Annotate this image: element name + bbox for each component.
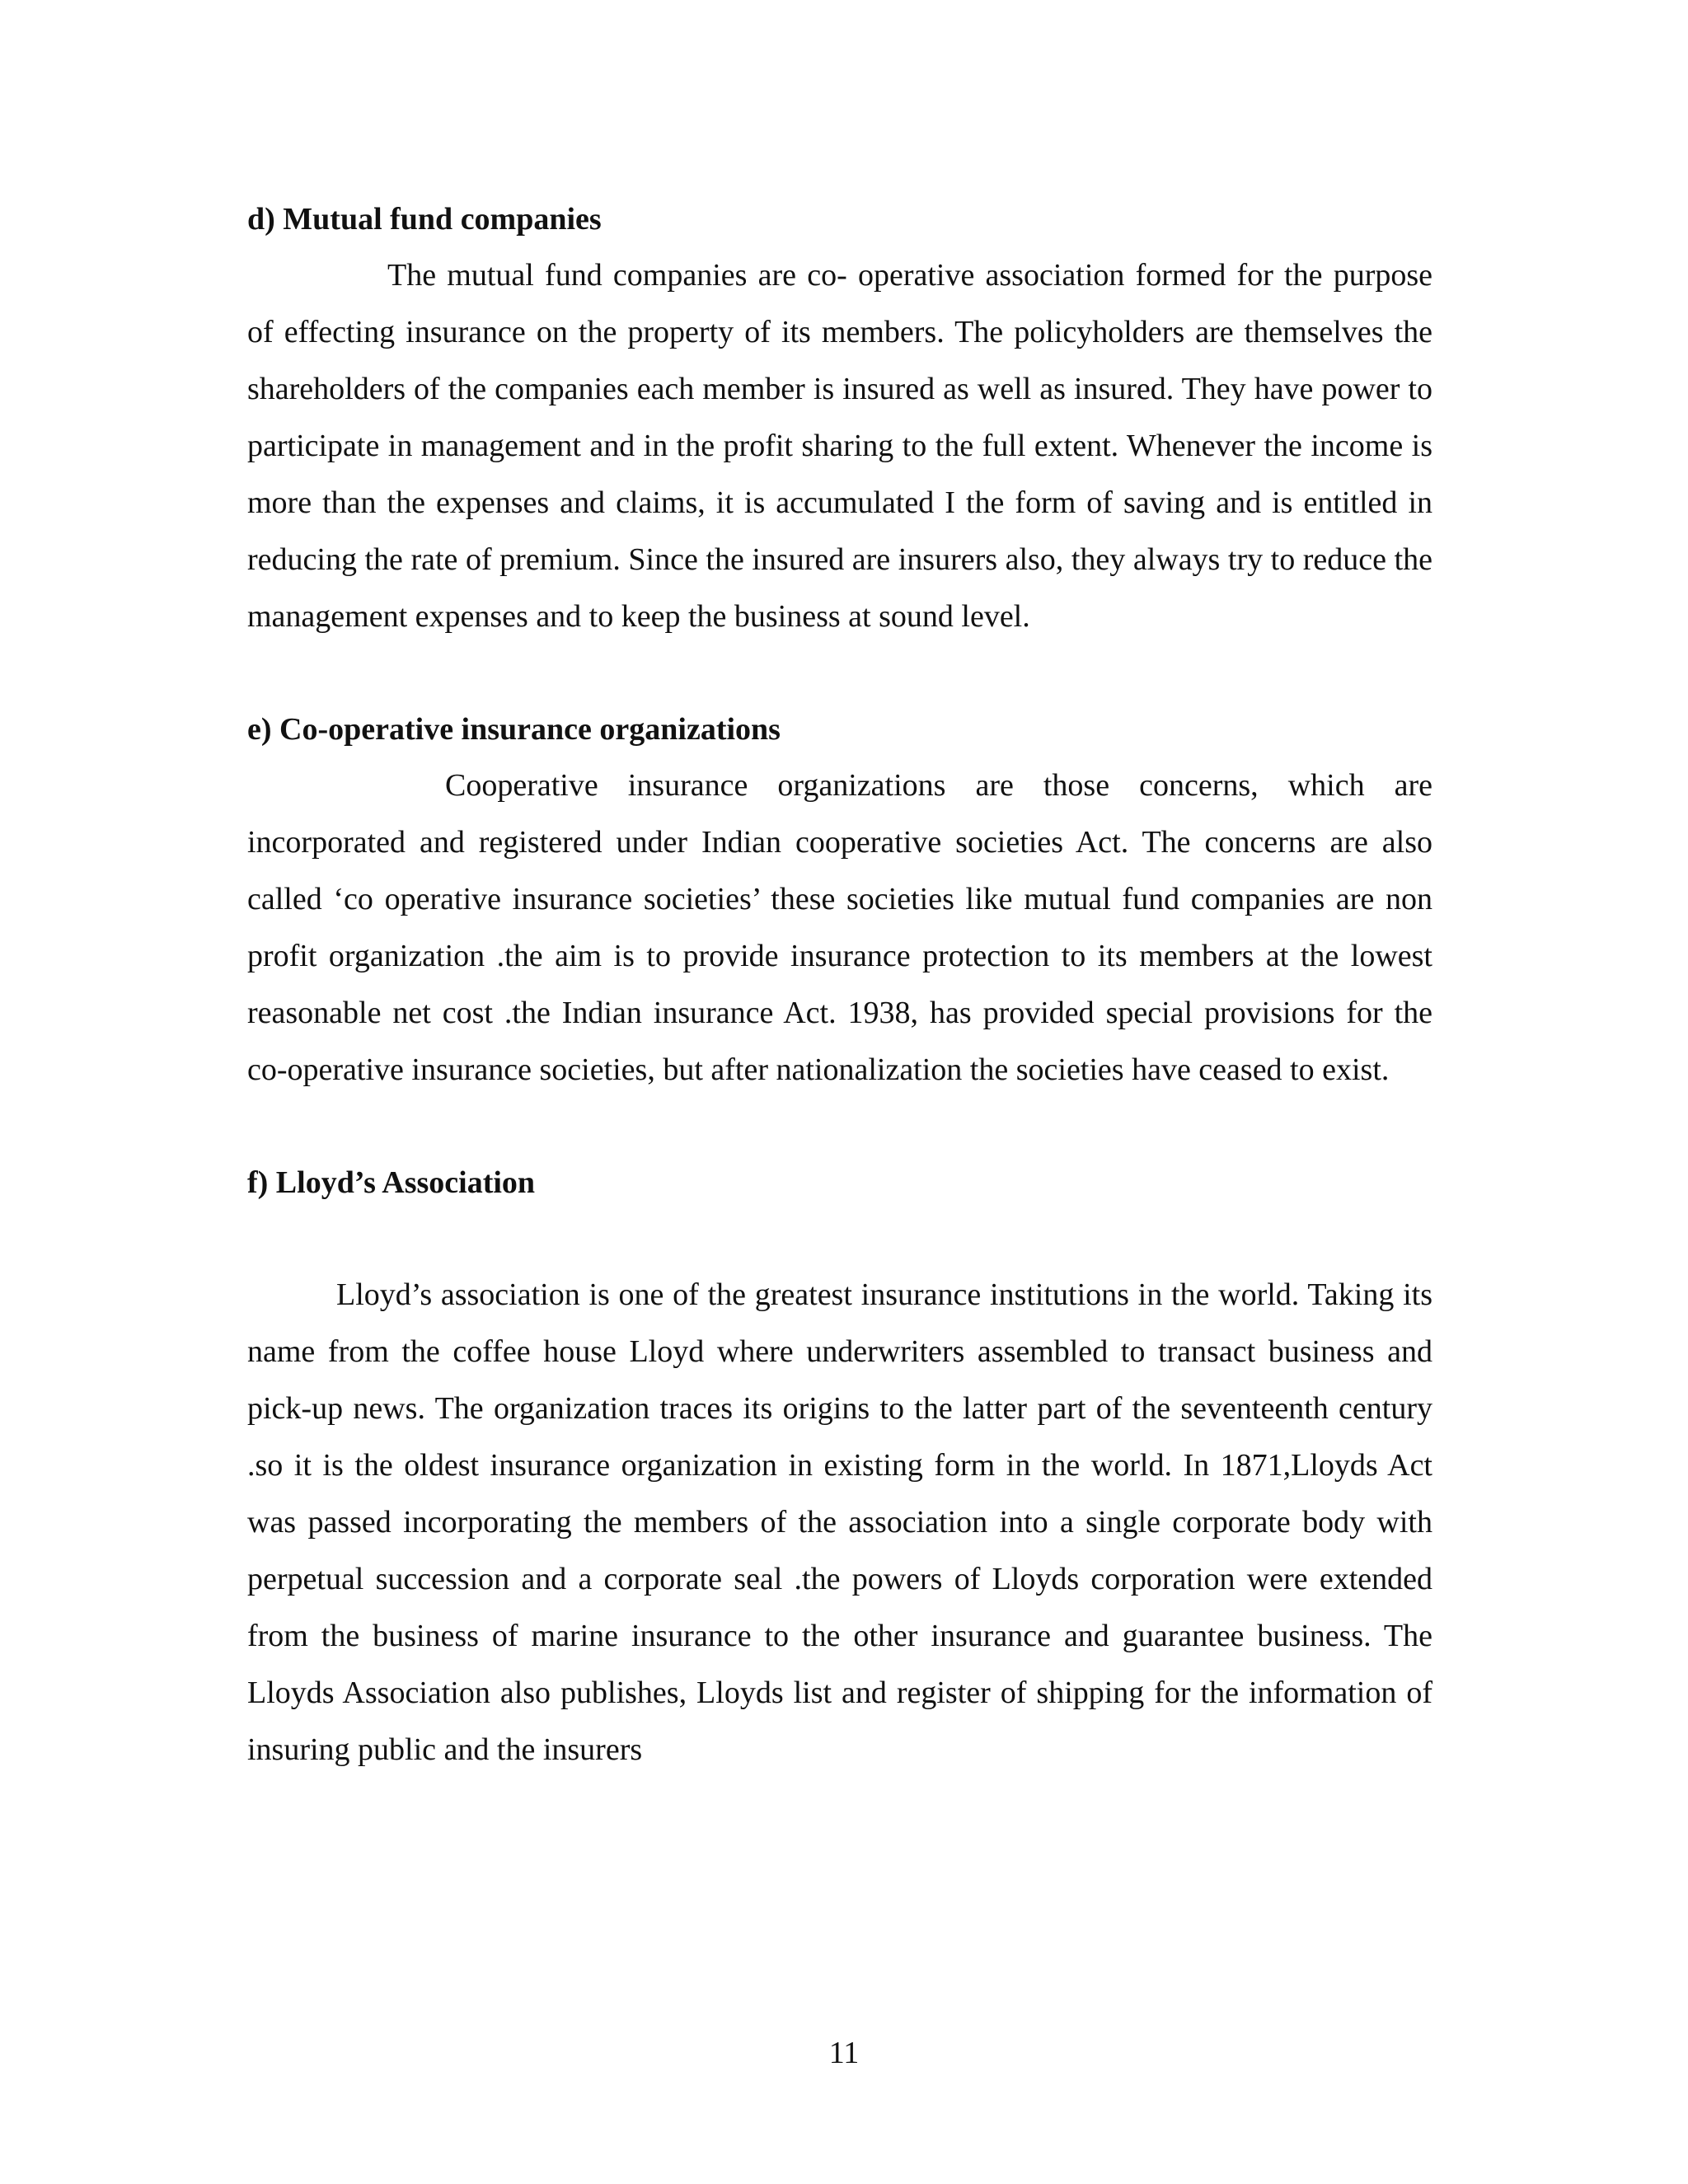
heading-spacer [247, 1211, 1432, 1267]
page-number: 11 [828, 2036, 860, 2070]
section-paragraph-lloyds-association: Lloyd’s association is one of the greatest insurance institutions in the world. Taking its name from the coffee house Lloyd where underwriters assembled to transact business and pick-up news. The organization traces its origins to the latter part of the seventeenth century .so it is the oldest insurance organization in existing form in the world. In 1871,Lloyds Act was passed incorporating the members of the association into a single corporate body with perpetual succession and a corporate seal .the powers of Lloyds corporation were extended from the business of marine insurance to the other insurance and guarantee business. The Lloyds Association also publishes, Lloyds list and register of shipping for the information of insuring public and the insurers [247, 1277, 1432, 1767]
section-heading-mutual-fund-companies: d) Mutual fund companies [247, 202, 602, 237]
section-paragraph-mutual-fund-companies: The mutual fund companies are co- operative association formed for the purpose of effecting insurance on the property of its members. The policyholders are themselves the shareholders of the companies each member is insured as well as insured. They have power to participate in management and in the profit sharing to the full extent. Whenever the income is more than the expenses and claims, it is accumulated I the form of saving and is entitled in reducing the rate of premium. Since the insured are insurers also, they always try to reduce the management expenses and to keep the business at sound level. [247, 258, 1432, 634]
section-heading-lloyds-association: f) Lloyd’s Association [247, 1165, 536, 1200]
section-spacer [247, 645, 1432, 701]
section-paragraph-cooperative-insurance: Cooperative insurance organizations are those concerns, which are incorporated and registered under Indian cooperative societies Act. The concerns are also called ‘co operative insurance societies’ these societies like mutual fund companies are non profit organization .the aim is to provide insurance protection to its members at the lowest reasonable net cost .the Indian insurance Act. 1938, has provided special provisions for the co-operative insurance societies, but after nationalization the societies have ceased to exist. [247, 768, 1432, 1087]
page-content [247, 191, 1432, 1779]
section-spacer [247, 1099, 1432, 1155]
section-heading-cooperative-insurance: e) Co-operative insurance organizations [247, 712, 781, 747]
